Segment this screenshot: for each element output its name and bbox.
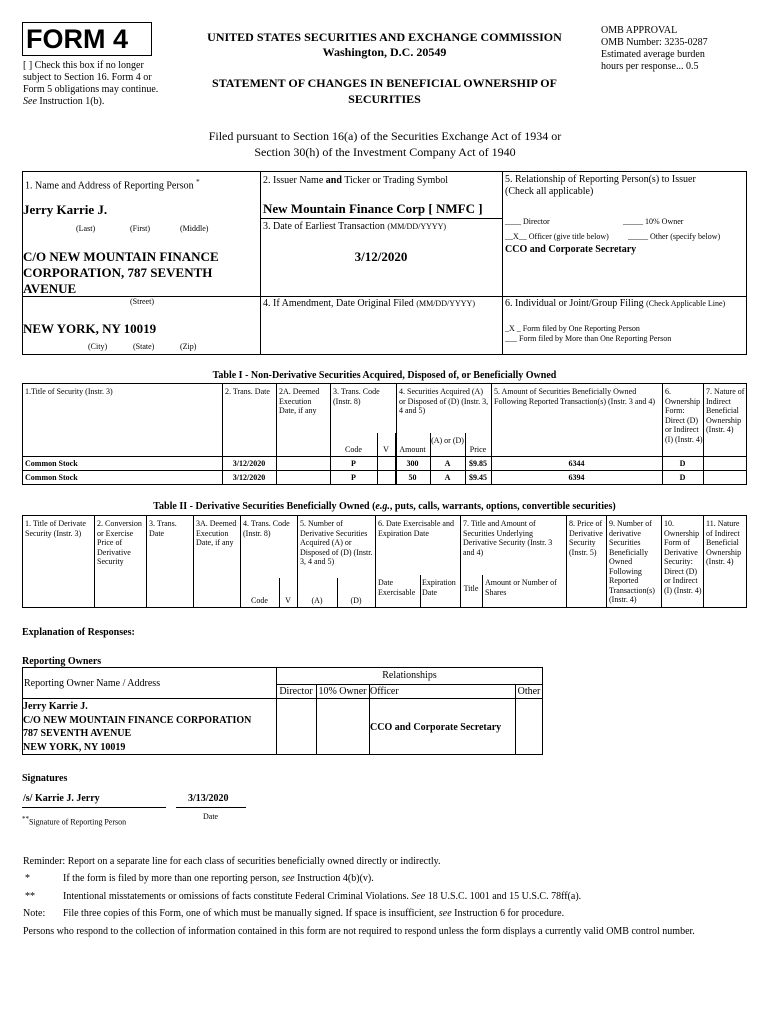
street-address: C/O NEW MOUNTAIN FINANCE CORPORATION, 787 SEVENTH AVENUE — [23, 249, 219, 296]
owner-line-2: C/O NEW MOUNTAIN FINANCE CORPORATION — [23, 714, 252, 726]
box6-label — [505, 298, 750, 310]
table2-title-b: , puts, calls, warrants, options, convertible securities) — [389, 501, 616, 512]
t2-h-form: 10. Ownership Form of Derivative Security: Direct (D) or Indirect (I) (Instr. 4) — [664, 519, 702, 595]
form-title-box — [22, 22, 152, 56]
t1-r2-price: $9.45 — [469, 473, 487, 482]
owner-name-address — [23, 700, 251, 754]
persons-respond-text: Persons who respond to the collection of information contained in this form are not required to respond unless the form displays a currently valid OMB control number. — [23, 926, 695, 937]
t2-h-title: 1. Title of Derivate Security (Instr. 3) — [25, 519, 86, 538]
t1-r1-aord: A — [444, 459, 451, 468]
t2-sub-date-ex: Date Exercisable — [378, 578, 416, 597]
t1-h-securities: 4. Securities Acquired (A) or Disposed of (D) (Instr. 3, 4 and 5) — [399, 387, 489, 415]
t2-h-number: 5. Number of Derivative Securities Acquired (A) or Disposed of (D) (Instr. 3, 4 and 5) — [300, 519, 373, 566]
owners-col-relationships: Relationships — [382, 670, 437, 681]
t1-r1-owned: 6344 — [568, 459, 585, 468]
signature-date-value: 3/13/2020 — [188, 793, 229, 804]
issuer-name: New Mountain Finance Corp [ NMFC ] — [263, 201, 483, 216]
box2-label-a: 2. Issuer Name — [263, 175, 326, 186]
t1-r2-date: 3/12/2020 — [232, 473, 266, 482]
explanation-heading: Explanation of Responses: — [22, 627, 135, 638]
box3-label-small: (MM/DD/YYYY) — [387, 222, 447, 231]
box6-label-text: 6. Individual or Joint/Group Filing — [505, 298, 644, 309]
owners-col-name: Reporting Owner Name / Address — [24, 678, 161, 689]
filed-pursuant-1: Filed pursuant to Section 16(a) of the Securities Exchange Act of 1934 or — [208, 129, 562, 143]
t1-sub-aord: (A) or (D) — [431, 436, 464, 445]
box1-label-mark: * — [196, 178, 200, 186]
box5-label — [505, 174, 745, 198]
t2-h-trans-date: 3. Trans. Date — [149, 519, 177, 538]
t2-h-nature: 11. Nature of Indirect Beneficial Ownership (Instr. 4) — [706, 519, 742, 566]
note-text-a: File three copies of this Form, one of which must be manually signed. If space is insufficient, — [63, 908, 439, 919]
other-checkbox[interactable]: _____ Other (specify below) — [628, 232, 721, 241]
ten-percent-owner-checkbox[interactable]: _____ 10% Owner — [623, 217, 684, 226]
dstar-text-b: 18 U.S.C. 1001 and 15 U.S.C. 78ff(a). — [425, 891, 582, 902]
t2-sub-amount: Amount or Number of Shares — [485, 578, 557, 597]
t1-r1-form: D — [679, 459, 686, 468]
box1-label — [25, 176, 200, 192]
director-checkbox[interactable]: ____ Director — [505, 217, 550, 226]
filing-option-more[interactable]: ___ Form filed by More than One Reporting Person — [505, 334, 672, 343]
signature-label-mark: ** — [22, 815, 29, 823]
t1-sub-v: V — [383, 445, 389, 454]
box5-label-2: (Check all applicable) — [505, 186, 594, 197]
star-see: see — [281, 873, 295, 884]
first-label: (First) — [130, 224, 150, 233]
t1-r1-date: 3/12/2020 — [232, 459, 266, 468]
owners-col-other: Other — [517, 686, 541, 697]
omb-number: OMB Number: 3235-0287 — [601, 37, 708, 48]
box3-label — [263, 221, 446, 233]
omb-burden-2: hours per response... 0.5 — [601, 61, 699, 72]
t2-sub-code: Code — [251, 596, 268, 605]
date-label: Date — [203, 812, 219, 821]
t2-h-exercisable: 6. Date Exercisable and Expiration Date — [378, 519, 454, 538]
t1-r1-code: P — [351, 459, 356, 468]
t1-r2-form: D — [679, 473, 686, 482]
footnote-double-star: ** — [25, 891, 35, 902]
checkbox-see: See — [23, 96, 37, 107]
omb-title: OMB APPROVAL — [601, 25, 678, 36]
t1-h-code: 3. Trans. Code (Instr. 8) — [333, 387, 380, 406]
box4-label-text: 4. If Amendment, Date Original Filed — [263, 298, 414, 309]
t2-h-number-owned: 9. Number of derivative Securities Beneficially Owned Following Reported Transaction(s) (Instr. 4) — [609, 519, 655, 604]
t2-sub-v: V — [285, 596, 291, 605]
table2-title-a: Table II - Derivative Securities Beneficially Owned ( — [153, 501, 376, 512]
zip-label: (Zip) — [180, 342, 197, 351]
table2-title — [22, 501, 747, 513]
statement-title-1: STATEMENT OF CHANGES IN BENEFICIAL OWNERSHIP OF — [212, 76, 557, 90]
t1-r1-title: Common Stock — [25, 459, 78, 468]
section16-checkbox-note[interactable] — [23, 60, 173, 108]
t2-sub-d: (D) — [350, 596, 362, 605]
t1-h-owned: 5. Amount of Securities Beneficially Owned Following Reported Transaction(s) (Instr. 3 and 4) — [494, 387, 656, 406]
owner-line-4: NEW YORK, NY 10019 — [23, 741, 126, 753]
owner-line-3: 787 SEVENTH AVENUE — [23, 728, 132, 739]
street-label: (Street) — [130, 297, 154, 306]
omb-burden-1: Estimated average burden — [601, 49, 705, 60]
box5-label-1: 5. Relationship of Reporting Person(s) to Issuer — [505, 174, 696, 185]
footnote-star: * — [25, 873, 30, 884]
t1-h-trans-date: 2. Trans. Date — [225, 387, 270, 396]
star-text-a: If the form is filed by more than one reporting person, — [63, 873, 282, 884]
reminder-text: Reminder: Report on a separate line for each class of securities beneficially owned directly or indirectly. — [23, 856, 441, 867]
t1-sub-code: Code — [345, 445, 362, 454]
box2-label — [263, 175, 448, 187]
form-title: FORM 4 — [26, 24, 129, 54]
t1-r1-price: $9.85 — [469, 459, 487, 468]
t1-r2-owned: 6394 — [568, 473, 585, 482]
t1-sub-price: Price — [469, 445, 487, 454]
t2-sub-exp: Expiration Date — [422, 578, 456, 597]
earliest-transaction-date: 3/12/2020 — [354, 249, 408, 264]
note-text — [63, 908, 564, 920]
t2-h-deemed: 3A. Deemed Execution Date, if any — [196, 519, 237, 547]
t2-h-code: 4. Trans. Code (Instr. 8) — [243, 519, 290, 538]
box2-label-b: Ticker or Trading Symbol — [341, 175, 449, 186]
owner-line-1: Jerry Karrie J. — [23, 701, 88, 712]
note-label: Note: — [23, 908, 46, 919]
reporting-person-name: Jerry Karrie J. — [23, 202, 108, 217]
city-label: (City) — [88, 342, 108, 351]
officer-title: CCO and Corporate Secretary — [505, 244, 637, 255]
note-text-b: Instruction 6 for procedure. — [451, 908, 565, 919]
box4-label — [263, 298, 475, 310]
owners-col-officer: Officer — [370, 686, 399, 697]
reporting-owners-heading: Reporting Owners — [22, 656, 102, 667]
dstar-see: See — [411, 891, 426, 902]
footnote-star-text — [63, 873, 374, 885]
t2-h-price: 8. Price of Derivative Security (Instr. 5) — [569, 519, 603, 557]
signature-value: /s/ Karrie J. Jerry — [23, 793, 100, 804]
signatures-heading: Signatures — [22, 773, 68, 784]
table2-title-eg: e.g. — [375, 501, 390, 512]
owner-officer-value: CCO and Corporate Secretary — [370, 722, 502, 733]
checkbox-text: [ ] Check this box if no longer subject to Section 16. Form 4 or Form 5 obligations may continue. — [23, 60, 159, 95]
t1-r2-code: P — [351, 473, 356, 482]
note-see: see — [438, 908, 452, 919]
omb-approval — [601, 25, 761, 73]
middle-label: (Middle) — [180, 224, 209, 233]
box4-label-small: (MM/DD/YYYY) — [416, 299, 475, 308]
owners-col-ten: 10% Owner — [318, 686, 367, 697]
t2-h-underlying: 7. Title and Amount of Securities Underlying Derivative Security (Instr. 3 and 4) — [463, 519, 553, 557]
box1-label-text: 1. Name and Address of Reporting Person — [25, 180, 194, 192]
box2-label-and: and — [325, 175, 342, 186]
t2-h-conversion: 2. Conversion or Exercise Price of Derivative Security — [97, 519, 142, 566]
city-state-zip: NEW YORK, NY 10019 — [23, 321, 157, 336]
t1-h-deemed: 2A. Deemed Execution Date, if any — [279, 387, 320, 415]
t1-r1-amount: 300 — [406, 459, 419, 468]
dstar-text-a: Intentional misstatements or omissions of facts constitute Federal Criminal Violations. — [63, 891, 412, 902]
filing-option-one[interactable]: _X _ Form filed by One Reporting Person — [505, 324, 640, 333]
filed-pursuant-2: Section 30(h) of the Investment Company Act of 1940 — [254, 145, 516, 159]
t1-h-form: 6. Ownership Form: Direct (D) or Indirect (I) (Instr. 4) — [665, 387, 703, 444]
box6-label-small: (Check Applicable Line) — [646, 299, 726, 308]
last-label: (Last) — [76, 224, 96, 233]
table1-title: Table I - Non-Derivative Securities Acquired, Disposed of, or Beneficially Owned — [212, 370, 557, 381]
t1-sub-amount: Amount — [399, 445, 426, 454]
t1-r2-aord: A — [444, 473, 451, 482]
checkbox-instruction: Instruction 1(b). — [36, 96, 105, 107]
statement-title-2: SECURITIES — [348, 92, 421, 106]
commission-name: UNITED STATES SECURITIES AND EXCHANGE COMMISSION — [207, 30, 562, 44]
star-text-b: Instruction 4(b)(v). — [294, 873, 374, 884]
owners-col-director: Director — [279, 686, 313, 697]
signature-label — [22, 814, 126, 828]
footnote-double-star-text — [63, 891, 581, 903]
t1-h-nature: 7. Nature of Indirect Beneficial Ownership (Instr. 4) — [706, 387, 745, 434]
t2-sub-title: Title — [463, 584, 479, 593]
commission-location: Washington, D.C. 20549 — [322, 45, 447, 59]
box3-label-text: 3. Date of Earliest Transaction — [263, 221, 385, 232]
state-label: (State) — [133, 342, 155, 351]
officer-checkbox[interactable]: __X__ Officer (give title below) — [505, 232, 609, 241]
signature-label-text: Signature of Reporting Person — [29, 817, 127, 827]
t2-sub-a: (A) — [311, 596, 323, 605]
t1-r2-title: Common Stock — [25, 473, 78, 482]
t1-r2-amount: 50 — [408, 473, 417, 482]
t1-h-title: 1.Title of Security (Instr. 3) — [25, 387, 113, 396]
